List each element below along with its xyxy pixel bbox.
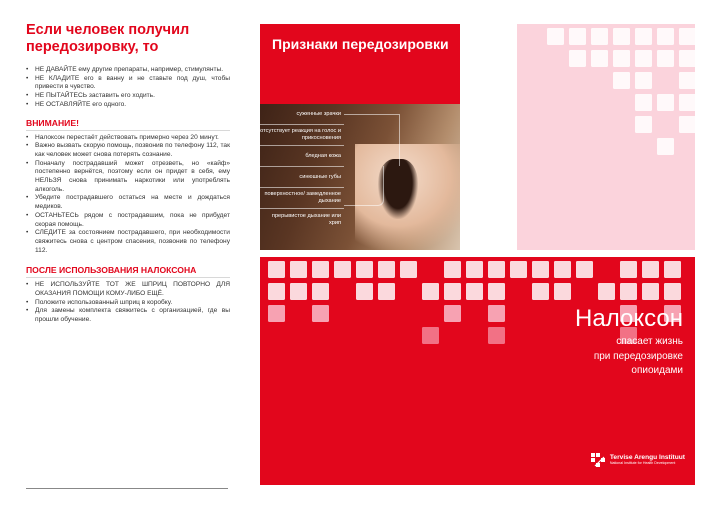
symptom-list	[260, 104, 344, 230]
pattern-pixel	[620, 261, 637, 278]
pattern-pixel	[466, 283, 483, 300]
pattern-pixel	[657, 138, 674, 155]
after-use-list	[26, 281, 230, 325]
pattern-pixel	[613, 28, 630, 45]
logo-name: Tervise Arengu Instituut	[609, 454, 685, 461]
subtitle-line: при передозировке	[593, 350, 683, 362]
attention-list	[26, 134, 230, 256]
pattern-pixel	[444, 261, 461, 278]
pattern-pixel	[635, 50, 652, 67]
intro-item: • НЕ ПЫТАЙТЕСЬ заставить его ходить.	[26, 92, 230, 101]
pattern-pixel	[569, 50, 586, 67]
attention-heading-block	[26, 118, 230, 131]
pattern-pixel	[576, 261, 593, 278]
overdose-heading: Если человек получил передозировку, то	[26, 22, 190, 55]
pink-pattern-panel	[517, 24, 695, 250]
pattern-pixel	[679, 28, 695, 45]
institute-logo-icon	[591, 453, 607, 467]
pattern-pixel	[290, 283, 307, 300]
symptom-item: отсутствует реакция на голос и прикосновения	[260, 125, 344, 146]
attention-item: • Убедите пострадавшего остаться на месте и дождаться медиков.	[26, 194, 230, 211]
subtitle-line: спасает жизнь	[616, 336, 683, 347]
pattern-pixel	[657, 28, 674, 45]
symptom-item: бледная кожа	[260, 146, 344, 167]
subtitle-line: опиоидами	[631, 365, 683, 376]
intro-item: • НЕ ОСТАВЛЯЙТЕ его одного.	[26, 101, 230, 110]
institute-logo	[591, 453, 685, 467]
pattern-pixel	[635, 116, 652, 133]
pattern-pixel	[679, 116, 695, 133]
pattern-pixel	[635, 94, 652, 111]
pattern-pixel	[334, 261, 351, 278]
pattern-pixel	[312, 261, 329, 278]
pattern-pixel	[444, 305, 461, 322]
symptom-item: синюшные губы	[260, 167, 344, 188]
pattern-pixel	[488, 283, 505, 300]
signs-panel	[260, 24, 460, 250]
pattern-pixel	[488, 261, 505, 278]
pattern-pixel	[598, 283, 615, 300]
pattern-pixel	[356, 261, 373, 278]
after-use-item: • Положите использованный шприц в коробку.	[26, 299, 230, 308]
pattern-pixel	[400, 261, 417, 278]
pattern-pixel	[532, 283, 549, 300]
symptom-item: прерывистое дыхание или хрип	[271, 212, 341, 226]
naloxone-title: Налоксон	[575, 305, 683, 332]
person-hair	[378, 159, 418, 219]
pattern-pixel	[642, 283, 659, 300]
after-use-heading: ПОСЛЕ ИСПОЛЬЗОВАНИЯ НАЛОКСОНА	[26, 265, 197, 276]
pattern-pixel	[664, 261, 681, 278]
logo-text	[610, 454, 685, 466]
pattern-pixel	[510, 261, 527, 278]
pattern-pixel	[554, 283, 571, 300]
pattern-pixel	[591, 50, 608, 67]
pattern-pixel	[679, 94, 695, 111]
logo-english: National Institute for Health Development	[609, 461, 676, 465]
pattern-pixel	[547, 28, 564, 45]
pattern-pixel	[488, 327, 505, 344]
pattern-pixel	[268, 283, 285, 300]
pattern-pixel	[635, 28, 652, 45]
pattern-pixel	[554, 261, 571, 278]
intro-item: • НЕ ДАВАЙТЕ ему другие препараты, например, стимулянты.	[26, 66, 230, 75]
pattern-pixel	[356, 283, 373, 300]
after-use-item: • Для замены комплекта свяжитесь с организацией, где вы прошли обучение.	[26, 307, 230, 324]
left-panel	[26, 22, 230, 325]
pixel-pattern-top	[517, 24, 695, 250]
naloxone-cover	[260, 257, 695, 485]
attention-item: • СЛЕДИТЕ за состоянием пострадавшего, при необходимости свяжитесь снова с центром спасения, позвонив по телефону 112.	[26, 229, 230, 255]
pattern-pixel	[422, 327, 439, 344]
attention-heading: ВНИМАНИЕ!	[26, 117, 79, 128]
pattern-pixel	[268, 261, 285, 278]
intro-list	[26, 66, 230, 110]
pattern-pixel	[378, 283, 395, 300]
pattern-pixel	[312, 305, 329, 322]
signs-heading: Признаки передозировки	[272, 36, 449, 52]
attention-item: • ОСТАНЬТЕСЬ рядом с пострадавшим, пока не прибудет скорая помощь.	[26, 212, 230, 229]
pattern-pixel	[444, 283, 461, 300]
after-use-item: • НЕ ИСПОЛЬЗУЙТЕ ТОТ ЖЕ ШПРИЦ ПОВТОРНО ДЛЯ ОКАЗАНИЯ ПОМОЩИ КОМУ-ЛИБО ЕЩЁ.	[26, 281, 230, 298]
pattern-pixel	[569, 28, 586, 45]
pattern-pixel	[268, 305, 285, 322]
attention-item: • Поначалу пострадавший может отрезветь, но «кайф» постепенно вернётся, поэтому если он придет в себя, ему НЕЛЬЗЯ снова принимать наркотики или употреблять алкоголь.	[26, 160, 230, 195]
pattern-pixel	[422, 283, 439, 300]
attention-item: • Налоксон перестаёт действовать примерно через 20 минут.	[26, 134, 230, 143]
pattern-pixel	[679, 50, 695, 67]
pattern-pixel	[635, 72, 652, 89]
pattern-pixel	[312, 283, 329, 300]
pattern-pixel	[664, 283, 681, 300]
pattern-pixel	[613, 50, 630, 67]
pattern-pixel	[642, 261, 659, 278]
pattern-pixel	[657, 94, 674, 111]
pattern-pixel	[378, 261, 395, 278]
pattern-pixel	[488, 305, 505, 322]
footer-rule	[26, 488, 228, 489]
pattern-pixel	[532, 261, 549, 278]
attention-item: • Важно вызвать скорую помощь, позвонив по телефону 112, так как человек может снова потерять сознание.	[26, 142, 230, 159]
pattern-pixel	[591, 28, 608, 45]
pattern-pixel	[620, 283, 637, 300]
pattern-pixel	[679, 72, 695, 89]
naloxone-subtitle	[594, 335, 683, 379]
pattern-pixel	[290, 261, 307, 278]
symptom-item: поверхностное/ замедленное дыхание	[260, 188, 344, 209]
intro-item: • НЕ КЛАДИТЕ его в ванну и не ставьте под душ, чтобы привести в чувство.	[26, 75, 230, 92]
symptom-item: суженные зрачки	[260, 104, 344, 125]
pattern-pixel	[613, 72, 630, 89]
pattern-pixel	[466, 261, 483, 278]
after-use-heading-block	[26, 265, 230, 278]
pattern-pixel	[657, 50, 674, 67]
